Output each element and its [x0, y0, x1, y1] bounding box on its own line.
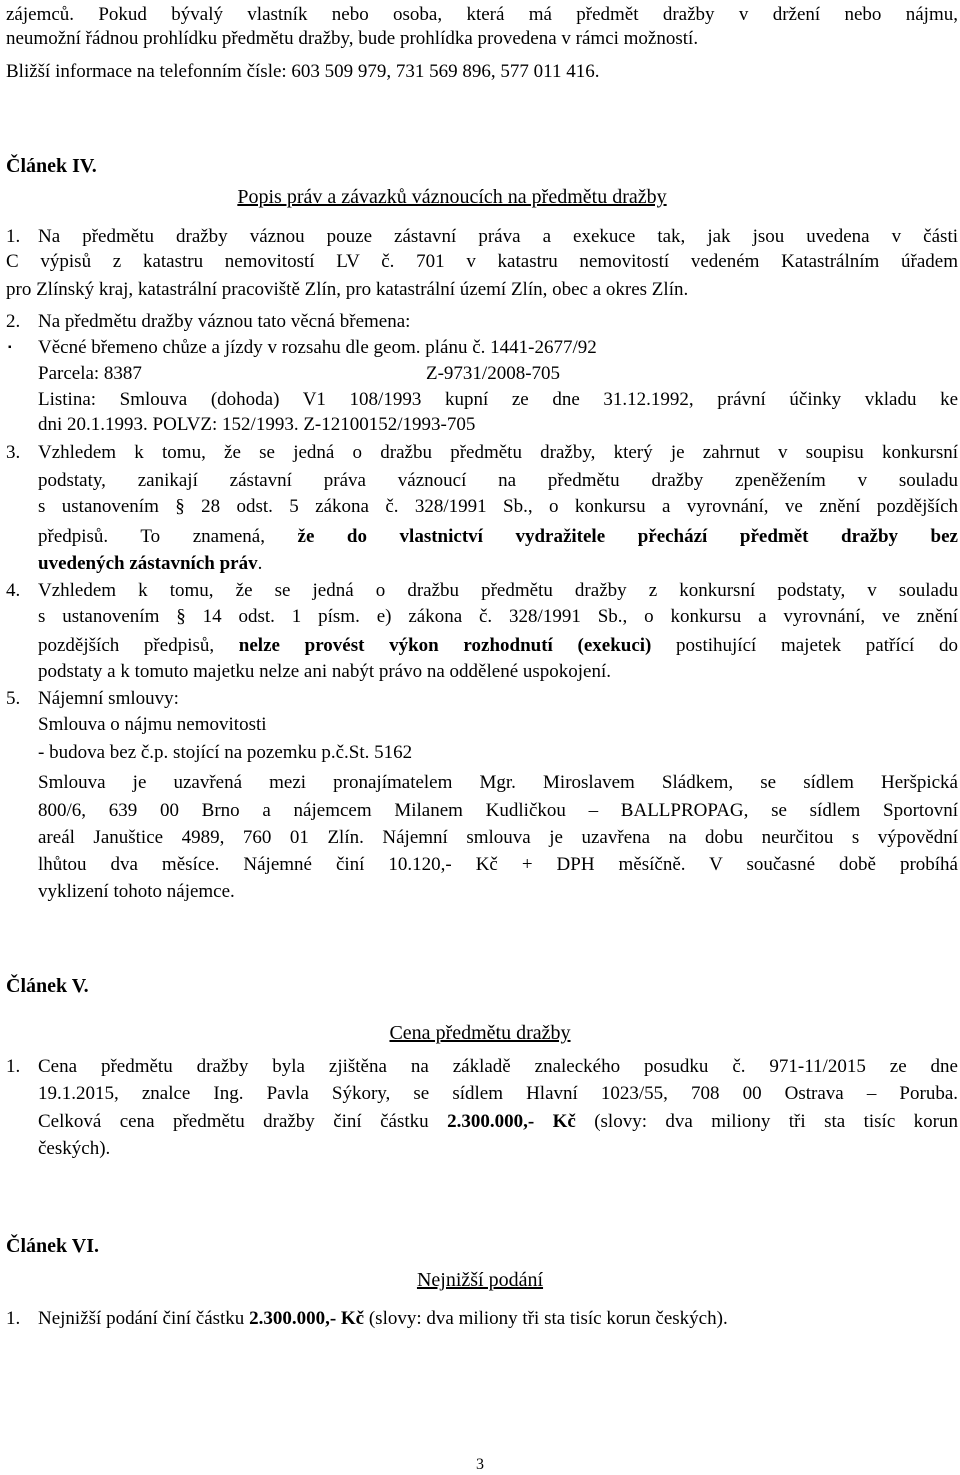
- item-5-1-line-1: Cena předmětu dražby byla zjištěna na základě znaleckého posudku č. 971-11/2015 ze dne: [38, 1056, 958, 1077]
- item-4-3-line-4: [38, 526, 958, 548]
- item-4-5-line-7: lhůtou dva měsíce. Nájemné činí 10.120,- Kč + DPH měsíčně. V současné době probíhá: [38, 854, 958, 875]
- item-4-4-line-3-bold: nelze provést výkon rozhodnutí (exekuci): [238, 635, 652, 656]
- item-4-4-line-3: [38, 635, 958, 657]
- item-4-3-line-5: [38, 553, 262, 575]
- item-4-2-number: 2.: [6, 311, 21, 332]
- item-6-1-line-1-a: Nejnižší podání činí částku: [38, 1308, 250, 1329]
- item-4-2-line-4: Listina: Smlouva (dohoda) V1 108/1993 kupní ze dne 31.12.1992, právní účinky vkladu ke: [38, 389, 958, 410]
- intro-line-2: neumožní řádnou prohlídku předmětu dražby, bude prohlídka provedena v rámci možností.: [6, 28, 699, 49]
- item-4-1-line-2: C výpisů z katastru nemovitostí LV č. 701 v katastru nemovitostí vedeném Katastrálním úřadem: [6, 251, 958, 272]
- item-4-3-line-4-bold: že do vlastnictví vydražitele přechází předmět dražby bez: [297, 526, 958, 547]
- item-4-5-line-3: - budova bez č.p. stojící na pozemku p.č.St. 5162: [38, 742, 413, 763]
- item-4-4-line-3-b: postihující majetek patřící do: [651, 635, 958, 656]
- item-5-1-number: 1.: [6, 1056, 21, 1077]
- item-4-1-line-3: pro Zlínský kraj, katastrální pracoviště Zlín, pro katastrální území Zlín, obec a okres Zlín.: [6, 279, 689, 300]
- article-6-heading: Článek VI.: [6, 1235, 99, 1257]
- item-4-5-line-4: Smlouva je uzavřená mezi pronajímatelem Mgr. Miroslavem Sládkem, se sídlem Heršpická: [38, 772, 958, 793]
- item-4-1-number: 1.: [6, 226, 21, 247]
- item-4-3-line-1: Vzhledem k tomu, že se jedná o dražbu předmětu dražby, který je zahrnut v soupisu konkursní: [38, 442, 958, 463]
- item-5-1-line-2: 19.1.2015, znalce Ing. Pavla Sýkory, se sídlem Hlavní 1023/55, 708 00 Ostrava – Poruba.: [38, 1083, 958, 1104]
- item-4-5-line-6: areál Januštice 4989, 760 01 Zlín. Nájemní smlouva je uzavřena na dobu neurčitou s výpovědní: [38, 827, 958, 848]
- item-4-4-line-3-a: pozdějších předpisů,: [38, 635, 239, 656]
- page-number: 3: [476, 1456, 484, 1473]
- item-4-3-line-4-normal: předpisů. To znamená,: [38, 526, 298, 547]
- item-5-1-line-4: českých).: [38, 1138, 111, 1159]
- item-4-1-line-1: Na předmětu dražby váznou pouze zástavní práva a exekuce tak, jak jsou uvedena v části: [38, 226, 958, 247]
- item-5-1-line-3-b: (slovy: dva miliony tři sta tisíc korun: [575, 1111, 958, 1132]
- intro-line-3: Bližší informace na telefonním čísle: 603 509 979, 731 569 896, 577 011 416.: [6, 61, 600, 82]
- item-4-2-parcel-ref: Z-9731/2008-705: [426, 363, 561, 384]
- item-4-3-line-5-bold: uvedených zástavních práv: [38, 553, 258, 574]
- article-5-subheading: Cena předmětu dražby: [389, 1022, 571, 1044]
- item-4-3-line-2: podstaty, zanikají zástavní práva váznoucí na předmětu dražby zpeněžením v souladu: [38, 470, 958, 491]
- item-4-2-line-2: Věcné břemeno chůze a jízdy v rozsahu dle geom. plánu č. 1441-2677/92: [38, 337, 597, 358]
- intro-line-1: zájemců. Pokud bývalý vlastník nebo osoba, která má předmět dražby v držení nebo nájmu,: [6, 4, 958, 25]
- bullet-icon: ▪: [8, 342, 12, 353]
- article-4-subheading: Popis práv a závazků váznoucích na předmětu dražby: [237, 186, 667, 208]
- item-5-1-line-3-bold: 2.300.000,- Kč: [447, 1111, 576, 1132]
- item-4-2-line-1: Na předmětu dražby váznou tato věcná břemena:: [38, 311, 411, 332]
- item-4-5-line-5: 800/6, 639 00 Brno a nájemcem Milanem Kudličkou – BALLPROPAG, se sídlem Sportovní: [38, 800, 958, 821]
- item-4-2-parcel-label: Parcela: 8387: [38, 363, 142, 384]
- item-4-2-line-5: dni 20.1.1993. POLVZ: 152/1993. Z-12100152/1993-705: [38, 414, 476, 435]
- item-4-4-line-1: Vzhledem k tomu, že se jedná o dražbu předmětu dražby z konkursní podstaty, v souladu: [38, 580, 958, 601]
- article-4-heading: Článek IV.: [6, 155, 97, 177]
- item-4-5-line-1: Nájemní smlouvy:: [38, 688, 179, 709]
- article-5-heading: Článek V.: [6, 975, 89, 997]
- item-5-1-line-3-a: Celková cena předmětu dražby činí částku: [38, 1111, 448, 1132]
- item-4-3-line-5-end: .: [257, 553, 263, 574]
- item-4-4-line-2: s ustanovením § 14 odst. 1 písm. e) zákona č. 328/1991 Sb., o konkursu a vyrovnání, ve znění: [38, 606, 958, 627]
- item-4-3-line-3: s ustanovením § 28 odst. 5 zákona č. 328/1991 Sb., o konkursu a vyrovnání, ve znění pozdějších: [38, 496, 958, 517]
- item-6-1-line-1-b: (slovy: dva miliony tři sta tisíc korun českých).: [364, 1308, 728, 1329]
- article-6-subheading: Nejnižší podání: [416, 1269, 544, 1291]
- item-4-5-line-8: vyklizení tohoto nájemce.: [38, 881, 235, 902]
- item-4-3-number: 3.: [6, 442, 21, 463]
- item-6-1-number: 1.: [6, 1308, 21, 1329]
- item-4-5-line-2: Smlouva o nájmu nemovitosti: [38, 714, 267, 735]
- item-4-4-line-4: podstaty a k tomuto majetku nelze ani nabýt právo na oddělené uspokojení.: [38, 661, 612, 682]
- item-5-1-line-3: [38, 1111, 958, 1133]
- item-4-4-number: 4.: [6, 580, 21, 601]
- item-6-1-line-1-bold: 2.300.000,- Kč: [249, 1308, 365, 1329]
- item-6-1-line-1: [38, 1308, 728, 1330]
- item-4-5-number: 5.: [6, 688, 21, 709]
